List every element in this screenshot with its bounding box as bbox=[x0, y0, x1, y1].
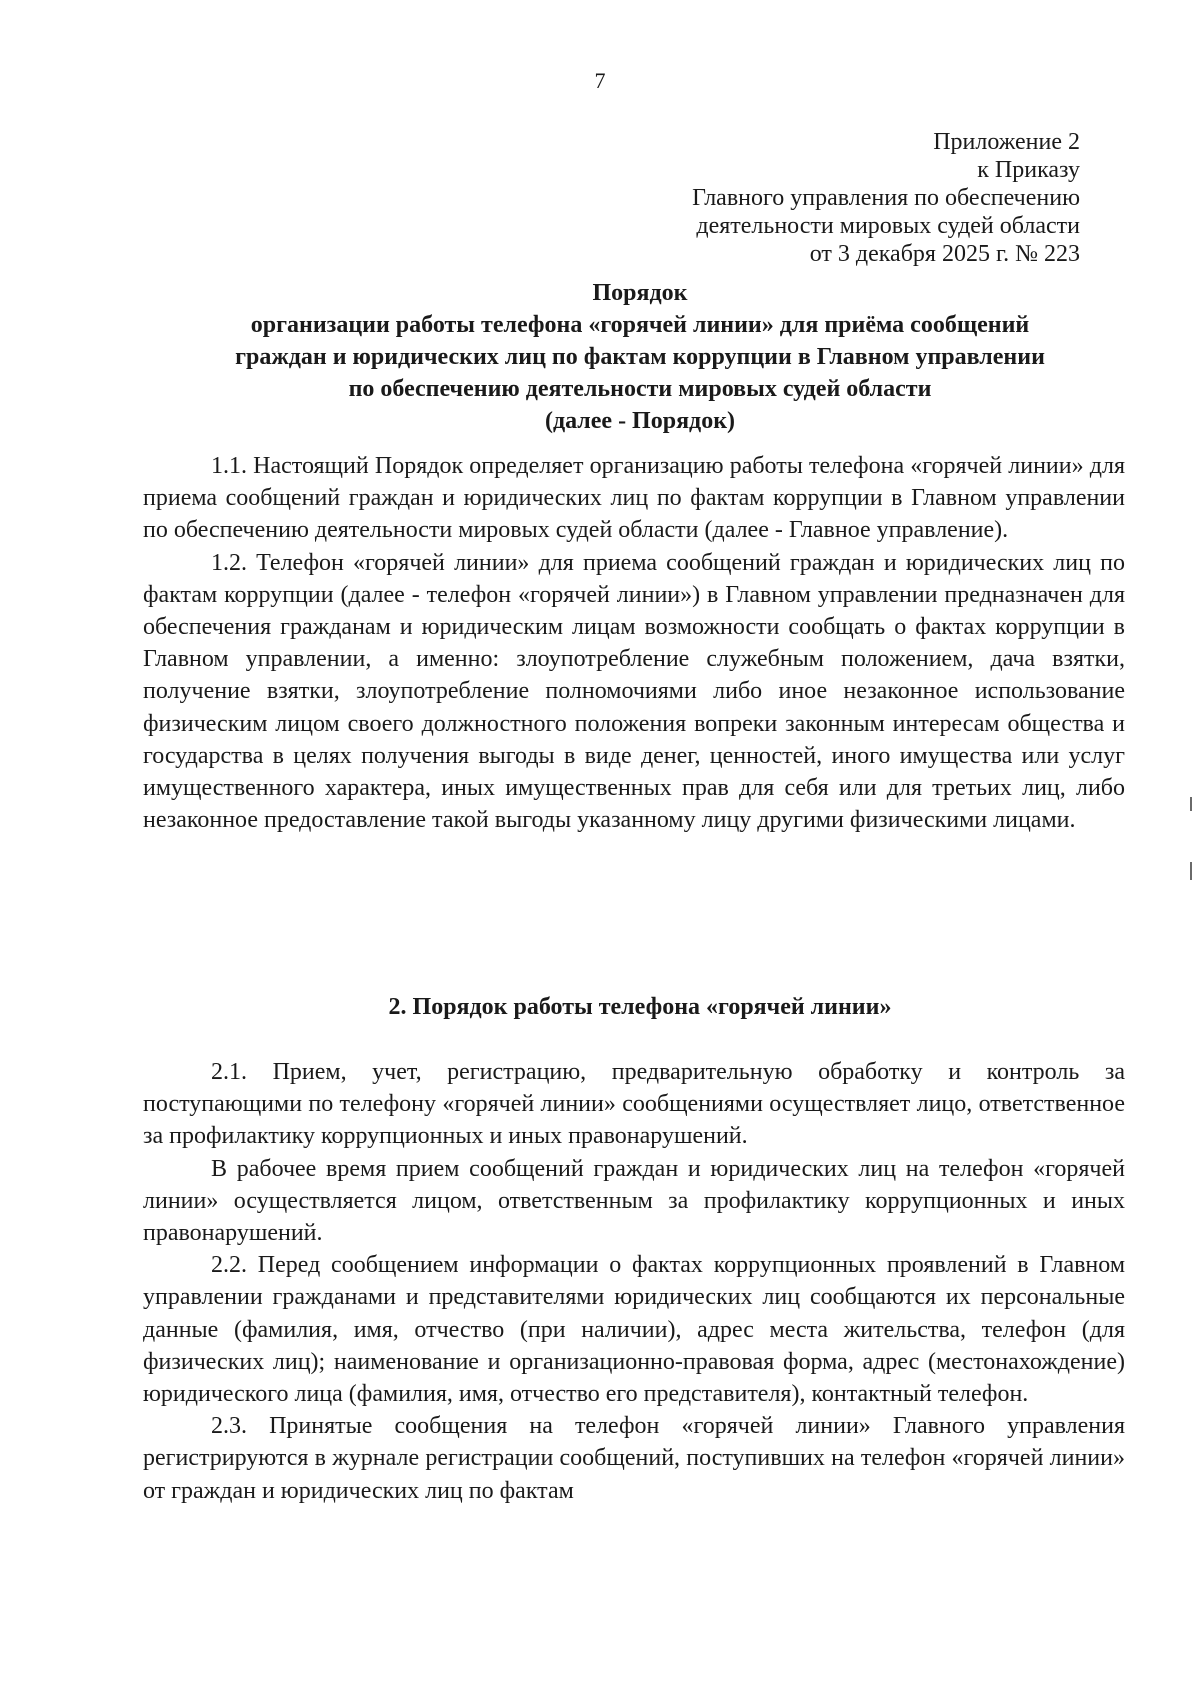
section-2-body bbox=[143, 1056, 1125, 1507]
appendix-line: от 3 декабря 2025 г. № 223 bbox=[809, 241, 1080, 267]
title-line: организации работы телефона «горячей линии» для приёма сообщений bbox=[250, 312, 1030, 338]
scan-edge-mark bbox=[1190, 862, 1192, 880]
paragraph-2-1-cont: В рабочее время прием сообщений граждан и юридических лиц на телефон «горячей линии» осуществляется лицом, ответственным за профилактику коррупционных и иных правонарушений. bbox=[143, 1155, 1125, 1247]
paragraph-2-3: 2.3. Принятые сообщения на телефон «горячей линии» Главного управления регистрируются в журнале регистрации сообщений, поступивших на телефон «горячей линии» от граждан и юридических лиц по фактам bbox=[143, 1413, 1125, 1504]
document-title bbox=[140, 277, 1140, 437]
appendix-block bbox=[560, 128, 1080, 268]
paragraph-2-1: 2.1. Прием, учет, регистрацию, предварительную обработку и контроль за поступающими по телефону «горячей линии» сообщениями осуществляет лицо, ответственное за профилактику коррупционных и иных правонарушений. bbox=[143, 1059, 1125, 1150]
title-line: Порядок bbox=[592, 280, 688, 306]
appendix-line: деятельности мировых судей области bbox=[696, 213, 1080, 239]
page-number: 7 bbox=[594, 68, 606, 93]
paragraph-2-2: 2.2. Перед сообщением информации о фактах коррупционных проявлений в Главном управлении гражданами и представителями юридических лиц сообщаются их персональные данные (фамилия, имя, отчество (при наличии), адрес места жительства, телефон (для физических лиц); наименование и организационно-правовая форма, адрес (местонахождение) юридического лица (фамилия, имя, отчество его представителя), контактный телефон. bbox=[143, 1252, 1125, 1408]
title-line: (далее - Порядок) bbox=[544, 408, 736, 434]
scan-edge-mark bbox=[1190, 797, 1192, 811]
paragraph-1-1: 1.1. Настоящий Порядок определяет организацию работы телефона «горячей линии» для приема сообщений граждан и юридических лиц по фактам коррупции в Главном управлении по обеспечению деятельности мировых судей области (далее - Главное управление). bbox=[143, 453, 1125, 544]
appendix-line: Приложение 2 bbox=[933, 129, 1080, 155]
section-2-heading: 2. Порядок работы телефона «горячей линии» bbox=[388, 994, 892, 1020]
title-line: по обеспечению деятельности мировых судей области bbox=[348, 376, 932, 402]
appendix-line: Главного управления по обеспечению bbox=[692, 185, 1080, 211]
section-1-body bbox=[143, 450, 1125, 836]
paragraph-1-2: 1.2. Телефон «горячей линии» для приема сообщений граждан и юридических лиц по фактам коррупции (далее - телефон «горячей линии») в Главном управлении предназначен для обеспечения гражданам и юридическим лицам возможности сообщать о фактах коррупции в Главном управлении, а именно: злоупотребление служебным положением, дача взятки, получение взятки, злоупотребление полномочиями либо иное незаконное использование физическим лицом своего должностного положения вопреки законным интересам общества и государства в целях получения выгоды в виде денег, ценностей, иного имущества или услуг имущественного характера, иных имущественных прав для себя или для третьих лиц, либо незаконное предоставление такой выгоды указанному лицу другими физическими лицами. bbox=[143, 549, 1125, 834]
appendix-line: к Приказу bbox=[977, 157, 1080, 183]
title-line: граждан и юридических лиц по фактам коррупции в Главном управлении bbox=[235, 344, 1045, 370]
